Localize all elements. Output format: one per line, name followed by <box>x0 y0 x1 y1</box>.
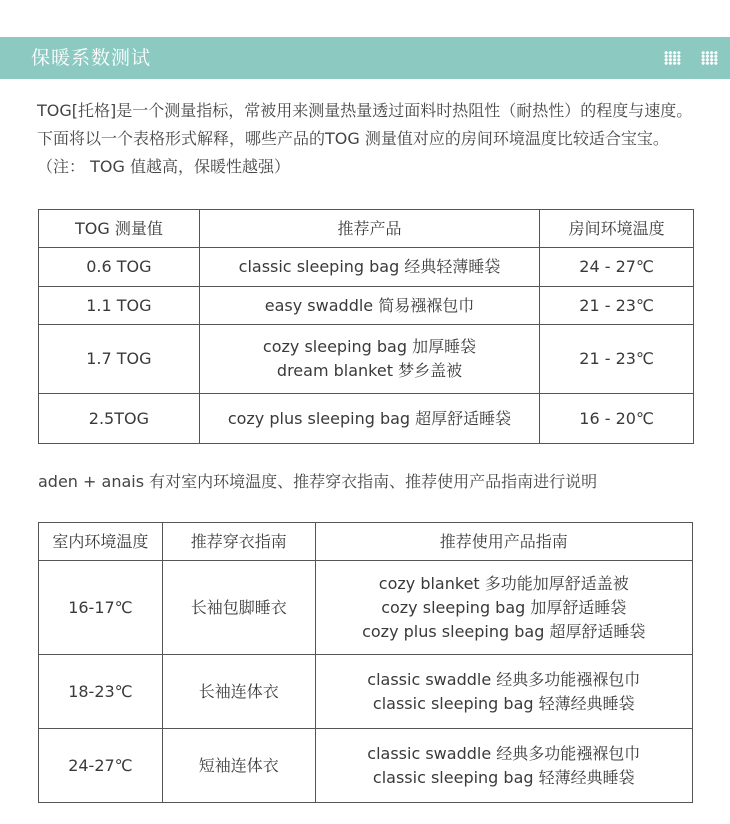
dot-grid-icon <box>664 51 681 65</box>
product-name: classic swaddle 经典多功能襁褓包巾 <box>367 743 641 763</box>
room-temp: 21 - 23℃ <box>540 325 694 394</box>
product-name: classic swaddle 经典多功能襁褓包巾 <box>367 669 641 689</box>
tog-value: 0.6 TOG <box>39 248 200 287</box>
product-name: easy swaddle 简易襁褓包巾 <box>264 295 475 315</box>
column-header-products: 推荐产品 <box>199 210 539 248</box>
table-row <box>39 287 694 325</box>
product-cell <box>315 655 692 729</box>
column-header-indoor-temp: 室内环境温度 <box>39 523 163 561</box>
table-row <box>39 561 693 655</box>
section-title: 保暖系数测试 <box>31 47 152 69</box>
room-temp: 21 - 23℃ <box>540 287 694 325</box>
section-header <box>0 37 730 79</box>
room-temp: 16 - 20℃ <box>540 394 694 444</box>
product-name: dream blanket 梦乡盖被 <box>276 361 463 380</box>
product-cell <box>199 248 539 287</box>
tog-table <box>38 209 694 444</box>
clothing-guide: 长袖包脚睡衣 <box>162 561 315 655</box>
clothing-guide: 长袖连体衣 <box>162 655 315 729</box>
table-row <box>39 394 694 444</box>
column-header-tog: TOG 测量值 <box>39 210 200 248</box>
table-row <box>39 325 694 394</box>
product-name: cozy sleeping bag 加厚舒适睡袋 <box>381 597 627 617</box>
product-name: cozy sleeping bag 加厚睡袋 <box>262 337 477 356</box>
dot-grid-icon <box>701 51 718 65</box>
product-cell <box>315 561 692 655</box>
column-header-room-temp: 房间环境温度 <box>540 210 694 248</box>
indoor-temp: 16-17℃ <box>39 561 163 655</box>
table-header-row <box>39 523 693 561</box>
tog-value: 2.5TOG <box>39 394 200 444</box>
product-cell <box>199 325 539 394</box>
table-header-row <box>39 210 694 248</box>
dressing-guide-table <box>38 522 693 803</box>
tog-value: 1.7 TOG <box>39 325 200 394</box>
product-cell <box>199 287 539 325</box>
column-header-clothing: 推荐穿衣指南 <box>162 523 315 561</box>
product-cell <box>315 729 692 803</box>
product-cell <box>199 394 539 444</box>
indoor-temp: 18-23℃ <box>39 655 163 729</box>
product-name: classic sleeping bag 经典轻薄睡袋 <box>238 257 501 276</box>
product-name: classic sleeping bag 轻薄经典睡袋 <box>372 767 635 787</box>
guide-description: aden + anais 有对室内环境温度、推荐穿衣指南、推荐使用产品指南进行说明 <box>38 472 598 491</box>
product-name: cozy plus sleeping bag 超厚舒适睡袋 <box>227 408 512 428</box>
indoor-temp: 24-27℃ <box>39 729 163 803</box>
table-row <box>39 729 693 803</box>
room-temp: 24 - 27℃ <box>540 248 694 287</box>
column-header-products: 推荐使用产品指南 <box>315 523 692 561</box>
table-row <box>39 248 694 287</box>
table-row <box>39 655 693 729</box>
product-name: cozy blanket 多功能加厚舒适盖被 <box>378 573 629 593</box>
intro-paragraph: TOG[托格]是一个测量指标，常被用来测量热量透过面料时热阻性（耐热性）的程度与速度。下面将以一个表格形式解释，哪些产品的TOG 测量值对应的房间环境温度比较适合宝宝。（注： TOG 值越高，保暖性越强） <box>37 101 693 176</box>
clothing-guide: 短袖连体衣 <box>162 729 315 803</box>
tog-value: 1.1 TOG <box>39 287 200 325</box>
product-name: classic sleeping bag 轻薄经典睡袋 <box>372 693 635 713</box>
product-name: cozy plus sleeping bag 超厚舒适睡袋 <box>362 621 646 641</box>
